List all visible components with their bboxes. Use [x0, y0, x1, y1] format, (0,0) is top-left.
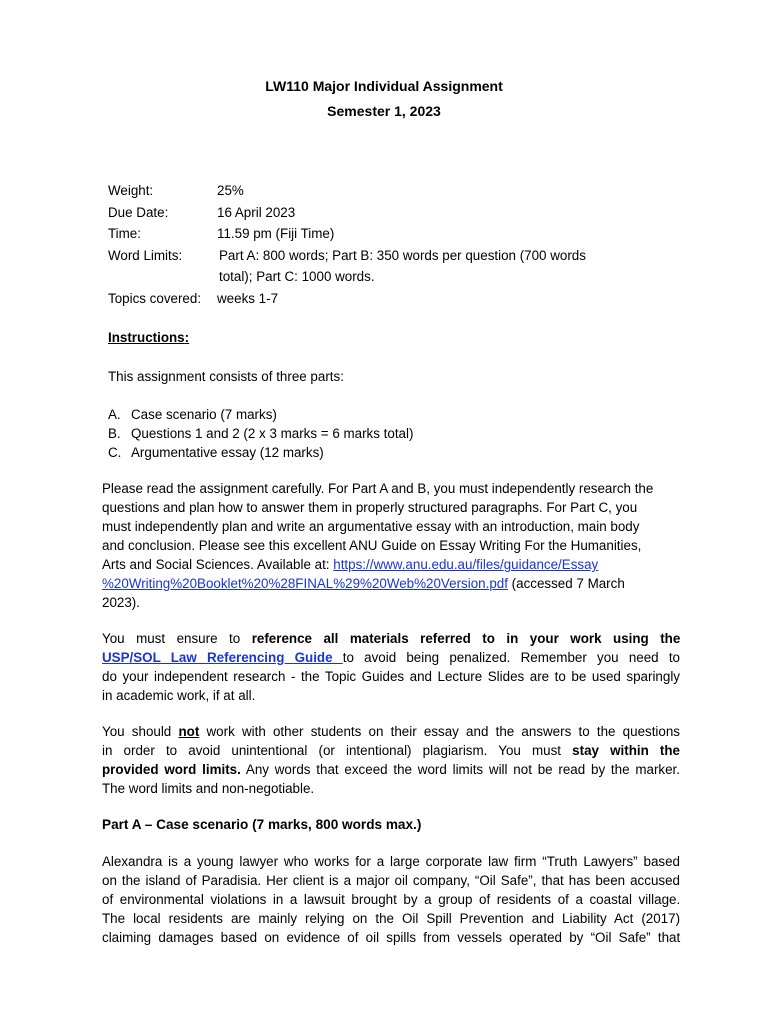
paragraph-line: [102, 648, 680, 667]
list-text: Argumentative essay (12 marks): [131, 445, 324, 460]
paragraph-line: [102, 722, 680, 741]
meta-value: weeks 1-7: [217, 290, 279, 306]
anu-guide-link[interactable]: https://www.anu.edu.au/files/guidance/Essay: [333, 557, 599, 572]
emphasis-text: reference all materials referred to in your work using the: [251, 631, 681, 646]
paragraph-line: of environmental violations in a lawsuit brought by a group of residents of a coastal village.: [102, 892, 681, 907]
list-text: Case scenario (7 marks): [131, 407, 277, 422]
paragraph-text: You should: [102, 724, 179, 739]
paragraph-line: [102, 629, 680, 648]
instructions-heading: [108, 330, 189, 345]
paragraph-line: Please read the assignment carefully. For Part A and B, you must independently research the: [102, 481, 654, 496]
instructions-heading-text: Instructions: [108, 330, 185, 345]
paragraph-text: work with other students on their essay and the answers to the questions: [199, 724, 680, 739]
paragraph-text: You must ensure to: [102, 631, 252, 646]
paragraph-line: in academic work, if at all.: [102, 688, 256, 703]
part-a-heading: Part A – Case scenario (7 marks, 800 words max.): [102, 817, 422, 832]
list-marker: B.: [108, 426, 121, 441]
paragraph-text: to avoid being penalized. Remember you need to: [342, 650, 680, 665]
instructions-colon: :: [184, 330, 190, 345]
paragraph-line: must independently plan and write an argumentative essay with an introduction, main body: [102, 519, 640, 534]
meta-key: Due Date:: [108, 204, 169, 220]
paragraph-research-guidance: [102, 479, 680, 612]
paragraph-text: (accessed 7 March: [507, 576, 625, 591]
paragraph-line: [102, 760, 680, 779]
paragraph-line: [102, 741, 680, 760]
paragraph-line: claiming damages based on evidence of oil spills from vessels operated by “Oil Safe” that: [102, 930, 681, 945]
paragraph-text: Any words that exceed the word limits will not be read by the marker.: [240, 762, 680, 777]
paragraph-referencing: [102, 629, 680, 705]
paragraph-line: questions and plan how to answer them in properly structured paragraphs. For Part C, you: [102, 500, 638, 515]
paragraph-text: Arts and Social Sciences. Available at:: [102, 557, 334, 572]
paragraph-line: do your independent research - the Topic Guides and Lecture Slides are to be used sparingly: [102, 669, 680, 684]
paragraph-text: in order to avoid unintentional (or intentional) plagiarism. You must: [102, 743, 573, 758]
paragraph-line: 2023).: [102, 595, 140, 610]
meta-value: 25%: [217, 183, 244, 198]
meta-key: Topics covered:: [108, 290, 202, 306]
paragraph-line: The word limits and non-negotiable.: [102, 781, 315, 796]
document-title: LW110 Major Individual Assignment: [265, 78, 503, 94]
paragraph-plagiarism: [102, 722, 680, 798]
meta-key: Time:: [108, 226, 141, 241]
list-text: Questions 1 and 2 (2 x 3 marks = 6 marks total): [131, 426, 414, 441]
paragraph-line: Alexandra is a young lawyer who works for a large corporate law firm “Truth Lawyers” based: [102, 854, 680, 869]
document-subtitle: Semester 1, 2023: [327, 103, 441, 119]
referencing-guide-link[interactable]: USP/SOL Law Referencing Guide: [102, 650, 343, 665]
meta-value: 11.59 pm (Fiji Time): [217, 226, 335, 241]
instructions-intro: This assignment consists of three parts:: [108, 369, 344, 384]
paragraph-line: on the island of Paradisia. Her client is a major oil company, “Oil Safe”, that has been accused: [102, 873, 680, 888]
emphasis-text: provided word limits.: [102, 762, 241, 777]
anu-guide-link-continued[interactable]: %20Writing%20Booklet%20%28FINAL%29%20Web%20Version.pdf: [102, 576, 508, 591]
emphasis-not: not: [178, 724, 200, 739]
paragraph-line: [102, 555, 680, 574]
meta-key: Word Limits:: [108, 247, 183, 263]
paragraph-line: The local residents are mainly relying on the Oil Spill Prevention and Liability Act (2017): [102, 911, 681, 926]
meta-value: 16 April 2023: [217, 204, 296, 220]
paragraph-case-scenario: [102, 852, 680, 947]
meta-value-continued: total); Part C: 1000 words.: [219, 269, 375, 284]
list-marker: A.: [108, 407, 121, 422]
meta-value: Part A: 800 words; Part B: 350 words per question (700 words: [219, 247, 586, 263]
emphasis-text: stay within the: [572, 743, 681, 758]
paragraph-line: [102, 574, 680, 593]
list-marker: C.: [108, 445, 122, 460]
paragraph-line: and conclusion. Please see this excellent ANU Guide on Essay Writing For the Humanities,: [102, 538, 642, 553]
meta-key: Weight:: [108, 183, 154, 198]
